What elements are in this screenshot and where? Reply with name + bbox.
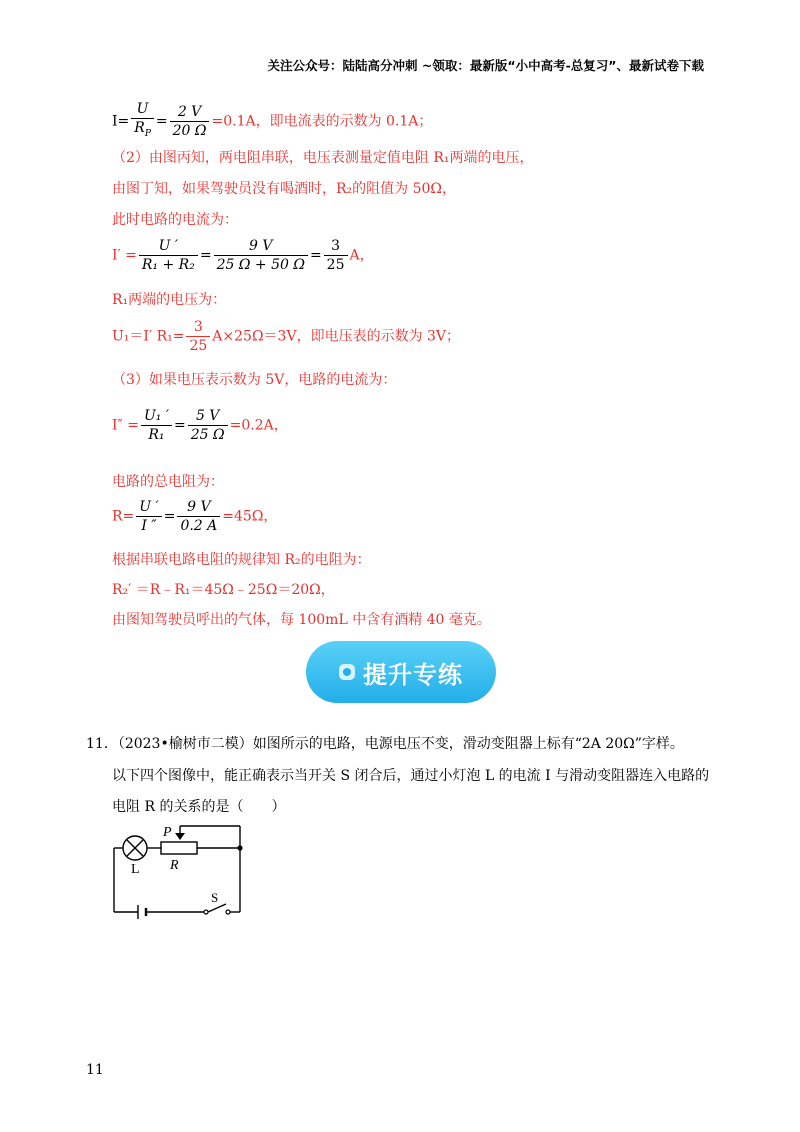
solution-line-7: U₁＝I′ R₁= $\frac{3}{25}$ A×25Ω＝3V，即电压表的示数为 3V； xyxy=(112,319,461,354)
practice-button-label: 提升专练 xyxy=(363,660,463,689)
page-number: 11 xyxy=(86,1062,104,1078)
solution-line-11: R= $\frac{U '}{I ''}$ = $\frac{9 V}{0.2 A}$ =45Ω， xyxy=(112,499,278,534)
fraction: $\frac{2 V}{20 \Omega}$ xyxy=(170,103,210,140)
solution-line-6: R₁两端的电压为： xyxy=(112,292,227,308)
junction-dot xyxy=(237,845,242,850)
fraction: $\frac{3}{25}$ xyxy=(186,318,210,355)
question-line-3: 电阻 R 的关系的是（ ） xyxy=(112,799,286,815)
question-line-2: 以下四个图像中，能正确表示当开关 S 闭合后，通过小灯泡 L 的电流 I 与滑动变阻器连入电路的 xyxy=(112,768,710,784)
question-line-1: 11．（2023•榆树市二模）如图所示的电路，电源电压不变，滑动变阻器上标有“2A 20Ω”字样。 xyxy=(86,736,684,752)
solution-line-1: I= $\frac{U}{R_P}$ = $\frac{2 V}{20 \Omega}$ =0.1A，即电流表的示数为 0.1A； xyxy=(112,100,432,143)
fraction: $\frac{U '}{\text{R₁ + R₂}}$ xyxy=(139,237,198,274)
resistor-label: R xyxy=(170,858,179,873)
eq-lhs: I= xyxy=(112,113,130,130)
solution-line-14: 由图知驾驶员呼出的气体，每 100mL 中含有酒精 40 毫克。 xyxy=(112,612,491,628)
solution-line-9: I″ = $\frac{\text{U₁ ′}}{\text{R₁}}$ = $\frac{5 V}{25 \Omega}$ =0.2A， xyxy=(112,408,288,443)
switch-label: S xyxy=(211,890,219,905)
solution-line-10: 电路的总电阻为： xyxy=(112,474,224,490)
solution-line-8: （3）如果电压表示数为 5V，电路的电流为： xyxy=(112,372,397,388)
lamp-label: L xyxy=(131,862,140,877)
slider-arrow-icon xyxy=(175,833,185,840)
solution-line-13: R₂′ ＝R﹣R₁＝45Ω﹣25Ω＝20Ω， xyxy=(112,582,335,598)
solution-line-12: 根据串联电路电阻的规律知 R₂的电阻为： xyxy=(112,552,371,568)
circuit-diagram xyxy=(108,820,258,920)
fraction: $\frac{9 V}{0.2 A}$ xyxy=(177,498,220,535)
fraction: $\frac{5 V}{25 \Omega}$ xyxy=(188,407,228,444)
slider-label: P xyxy=(163,825,172,840)
solution-line-2: （2）由图丙知，两电阻串联，电压表测量定值电阻 R₁两端的电压， xyxy=(112,150,534,166)
resistor-icon xyxy=(161,842,197,854)
fraction: $\frac{3}{25}$ xyxy=(324,237,348,274)
solution-line-3: 由图丁知，如果驾驶员没有喝酒时，R₂的阻值为 50Ω， xyxy=(112,181,457,197)
fraction: $\frac{U '}{I ''}$ xyxy=(136,498,161,535)
practice-button[interactable] xyxy=(306,641,496,703)
fraction: $\frac{9 V}{25 \Omega + 50 \Omega}$ xyxy=(214,237,308,274)
solution-line-5: I′ = $\frac{U '}{\text{R₁ + R₂}}$ = $\frac{9 V}{25 \Omega + 50 \Omega}$ = $\frac{3}{25}$ A， xyxy=(112,238,374,273)
fraction: $\frac{\text{U₁ ′}}{\text{R₁}}$ xyxy=(141,407,172,444)
bubble-icon xyxy=(339,664,355,680)
page-header: 关注公众号：陆陆高分冲刺 ~领取：最新版“小中高考-总复习”、最新试卷下载 xyxy=(267,58,704,73)
solution-line-4: 此时电路的电流为： xyxy=(112,212,238,228)
switch-icon xyxy=(208,904,226,912)
fraction: $\frac{U}{R_P}$ xyxy=(131,100,154,143)
